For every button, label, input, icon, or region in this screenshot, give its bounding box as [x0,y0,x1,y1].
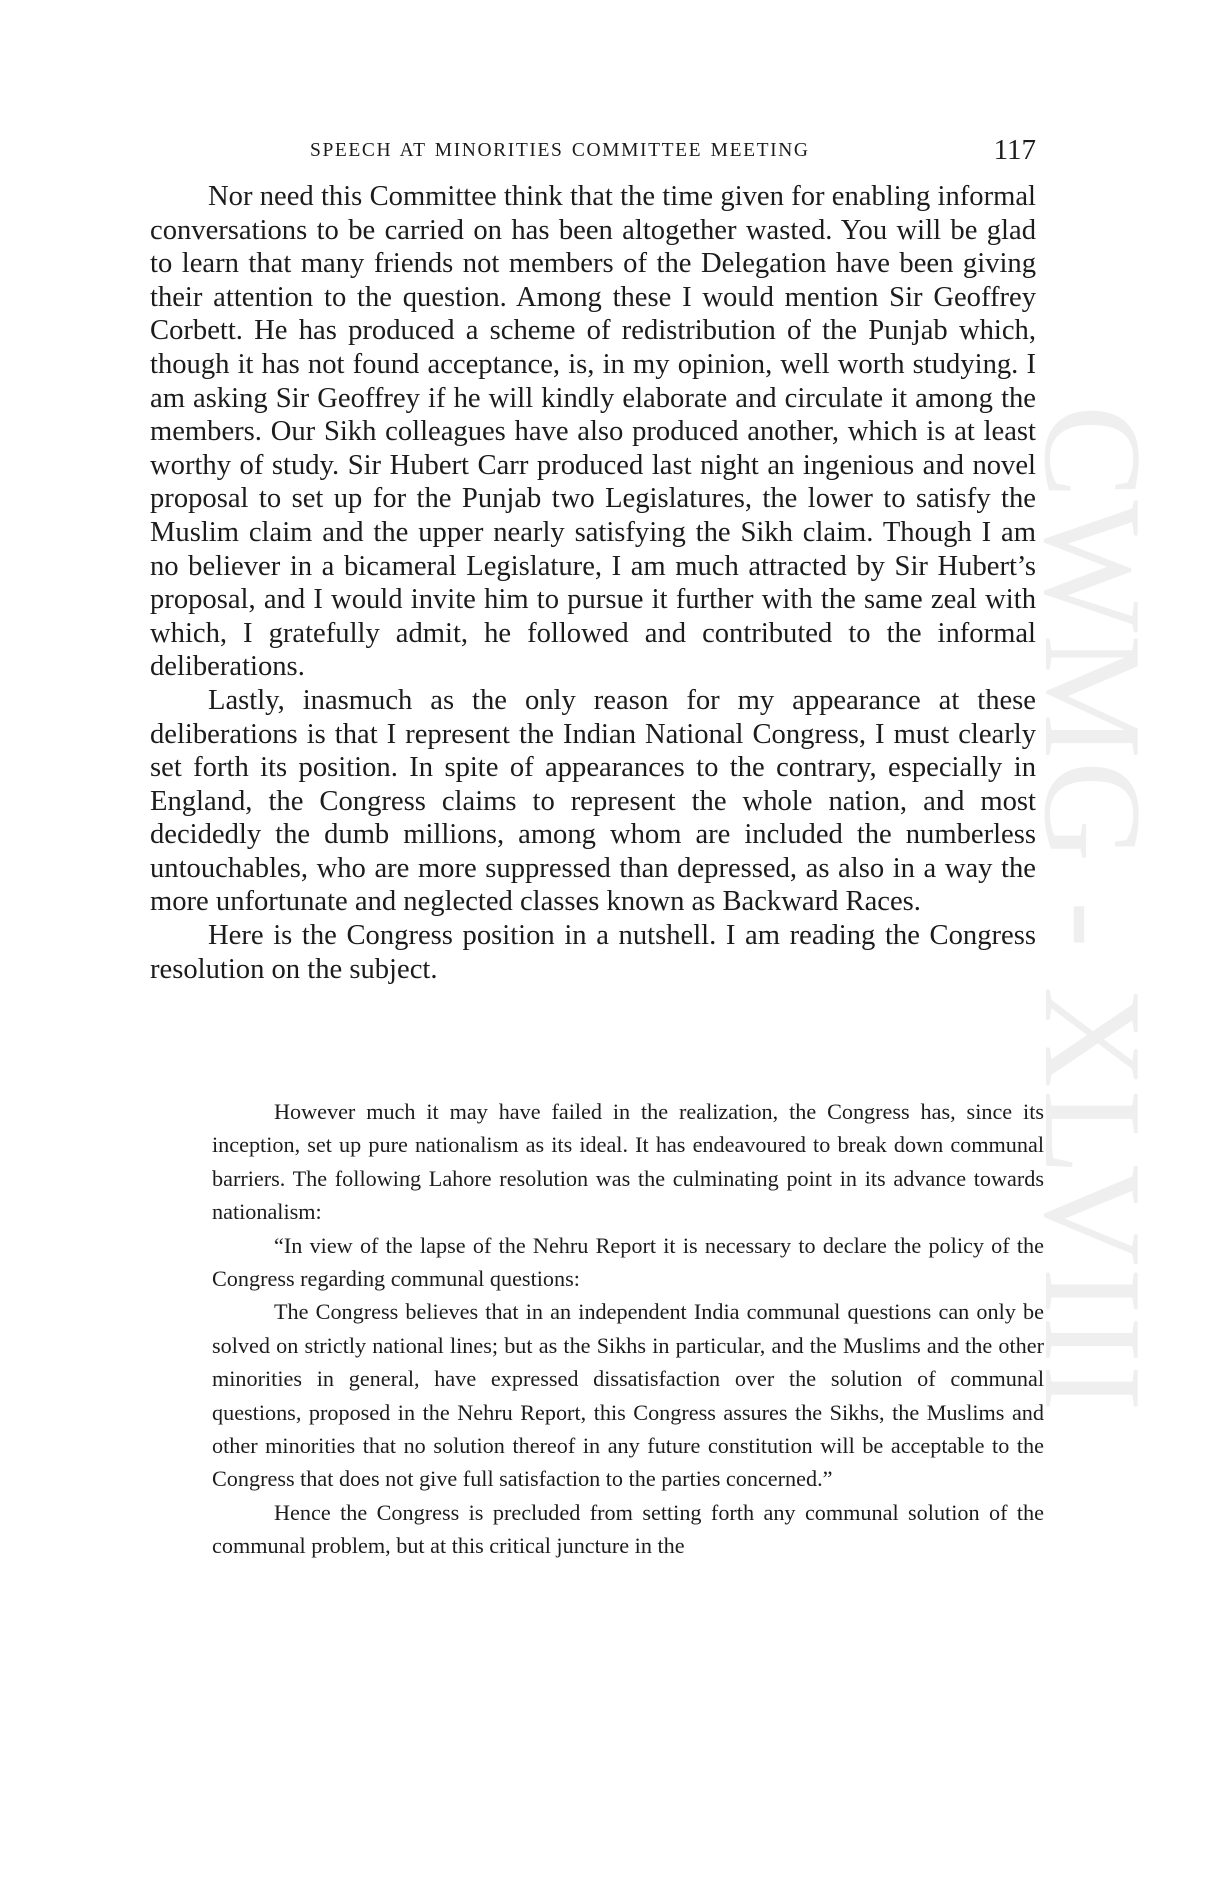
quote-paragraph: “In view of the lapse of the Nehru Report it is necessary to declare the policy of the Congress regarding communal questions: [212,1232,1044,1292]
quote-paragraph: Hence the Congress is precluded from setting forth any communal solution of the communal problem, but at this critical juncture in the [212,1499,1044,1559]
quote-paragraph: The Congress believes that in an independent India communal questions can only be solved on strictly national lines; but as the Sikhs in particular, and the Muslims and the other minorities in general, have expressed dissatisfaction over the solution of communal questions, proposed in the Nehru Report, this Congress assures the Sikhs, the Muslims and other minorities that no solution thereof in any future constitution will be acceptable to the Congress that does not give full satisfaction to the parties concerned.” [212,1299,1044,1492]
body-text [150,180,1036,986]
quoted-resolution [212,1095,1044,1563]
watermark-text: CWMG - XLVIII [1015,405,1170,1414]
body-paragraph: Lastly, inasmuch as the only reason for my appearance at these deliberations is that I represent the Indian National Congress, I must clearly set forth its position. In spite of appearances to the contrary, especially in England, the Congress claims to represent the whole nation, and most decidedly the dumb millions, among whom are included the numberless untouchables, who are more suppressed than depressed, as also in a way the more unfortunate and neglected classes known as Backward Races. [150,684,1036,918]
running-title: SPEECH AT MINORITIES COMMITTEE MEETING [310,140,810,161]
running-head [150,134,1036,170]
quote-paragraph: However much it may have failed in the realization, the Congress has, since its inception, set up pure nationalism as its ideal. It has endeavoured to break down communal barriers. The following Lahore resolution was the culminating point in its advance towards nationalism: [212,1099,1044,1225]
body-paragraph: Here is the Congress position in a nutshell. I am reading the Congress resolution on the subject. [150,920,1036,985]
body-paragraph: Nor need this Committee think that the time given for enabling informal conversations to be carried on has been altogether wasted. You will be glad to learn that many friends not members of the Delegation have been giving their attention to the question. Among these I would mention Sir Geoffrey Corbett. He has produced a scheme of redistribution of the Punjab which, though it has not found acceptance, is, in my opinion, well worth studying. I am asking Sir Geoffrey if he will kindly elaborate and circulate it among the members. Our Sikh colleagues have also produced another, which is at least worthy of study. Sir Hubert Carr produced last night an ingenious and novel proposal to set up for the Punjab two Legislatures, the lower to satisfy the Muslim claim and the upper nearly satisfying the Sikh claim. Though I am no believer in a bicameral Legislature, I am much attracted by Sir Hubert’s proposal, and I would invite him to pursue it further with the same zeal with which, I gratefully admit, he followed and contributed to the informal deliberations. [150,181,1036,683]
page-number: 117 [993,134,1036,166]
